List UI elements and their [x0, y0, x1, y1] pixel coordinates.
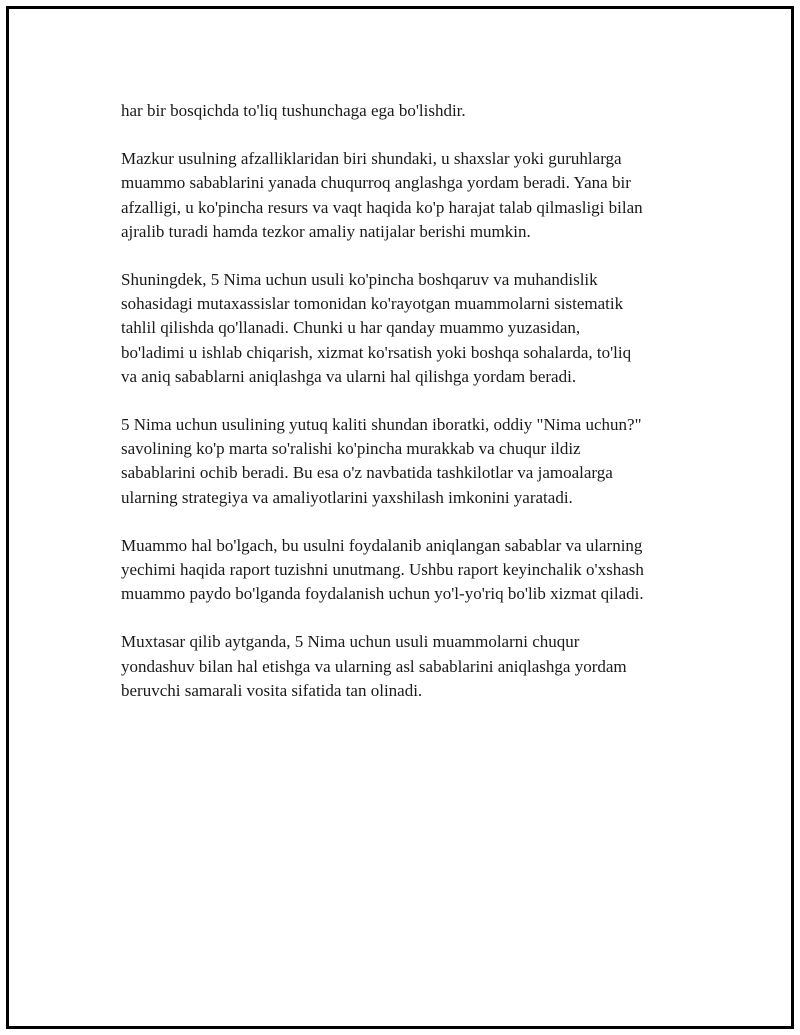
document-body	[121, 99, 701, 727]
paragraph-2: Mazkur usulning afzalliklaridan biri shundaki, u shaxslar yoki guruhlarga muammo sabablarini yanada chuqurroq anglashga yordam beradi. Yana bir afzalligi, u ko'pincha resurs va vaqt haqida ko'p harajat talab qilmasligi bilan ajralib turadi hamda tezkor amaliy natijalar berishi mumkin.	[121, 149, 643, 241]
paragraph-4: 5 Nima uchun usulining yutuq kaliti shundan iboratki, oddiy "Nima uchun?" savolining ko'p marta so'ralishi ko'pincha murakkab va chuqur ildiz sabablarini ochib beradi. Bu esa o'z navbatida tashkilotlar va jamoalarga ularning strategiya va amaliyotlarini yaxshilash imkonini yaratadi.	[121, 415, 642, 507]
paragraph-5: Muammo hal bo'lgach, bu usulni foydalanib aniqlangan sabablar va ularning yechimi haqida raport tuzishni unutmang. Ushbu raport keyinchalik o'xshash muammo paydo bo'lganda foydalanish uchun yo'l-yo'riq bo'lib xizmat qiladi.	[121, 535, 644, 604]
paragraph-1: har bir bosqichda to'liq tushunchaga ega bo'lishdir.	[121, 101, 466, 120]
page-border	[6, 6, 794, 1029]
paragraph-6: Muxtasar qilib aytganda, 5 Nima uchun usuli muammolarni chuqur yondashuv bilan hal etishga va ularning asl sabablarini aniqlashga yordam beruvchi samarali vosita sifatida tan olinadi.	[121, 632, 627, 700]
paragraph-3: Shuningdek, 5 Nima uchun usuli ko'pincha boshqaruv va muhandislik sohasidagi mutaxassislar tomonidan ko'rayotgan muammolarni sistematik tahlil qilishda qo'llanadi. Chunki u har qanday muammo yuzasidan, bo'ladimi u ishlab chiqarish, xizmat ko'rsatish yoki boshqa sohalarda, to'liq va aniq sabablarni aniqlashga va ularni hal qilishga yordam beradi.	[121, 270, 632, 386]
